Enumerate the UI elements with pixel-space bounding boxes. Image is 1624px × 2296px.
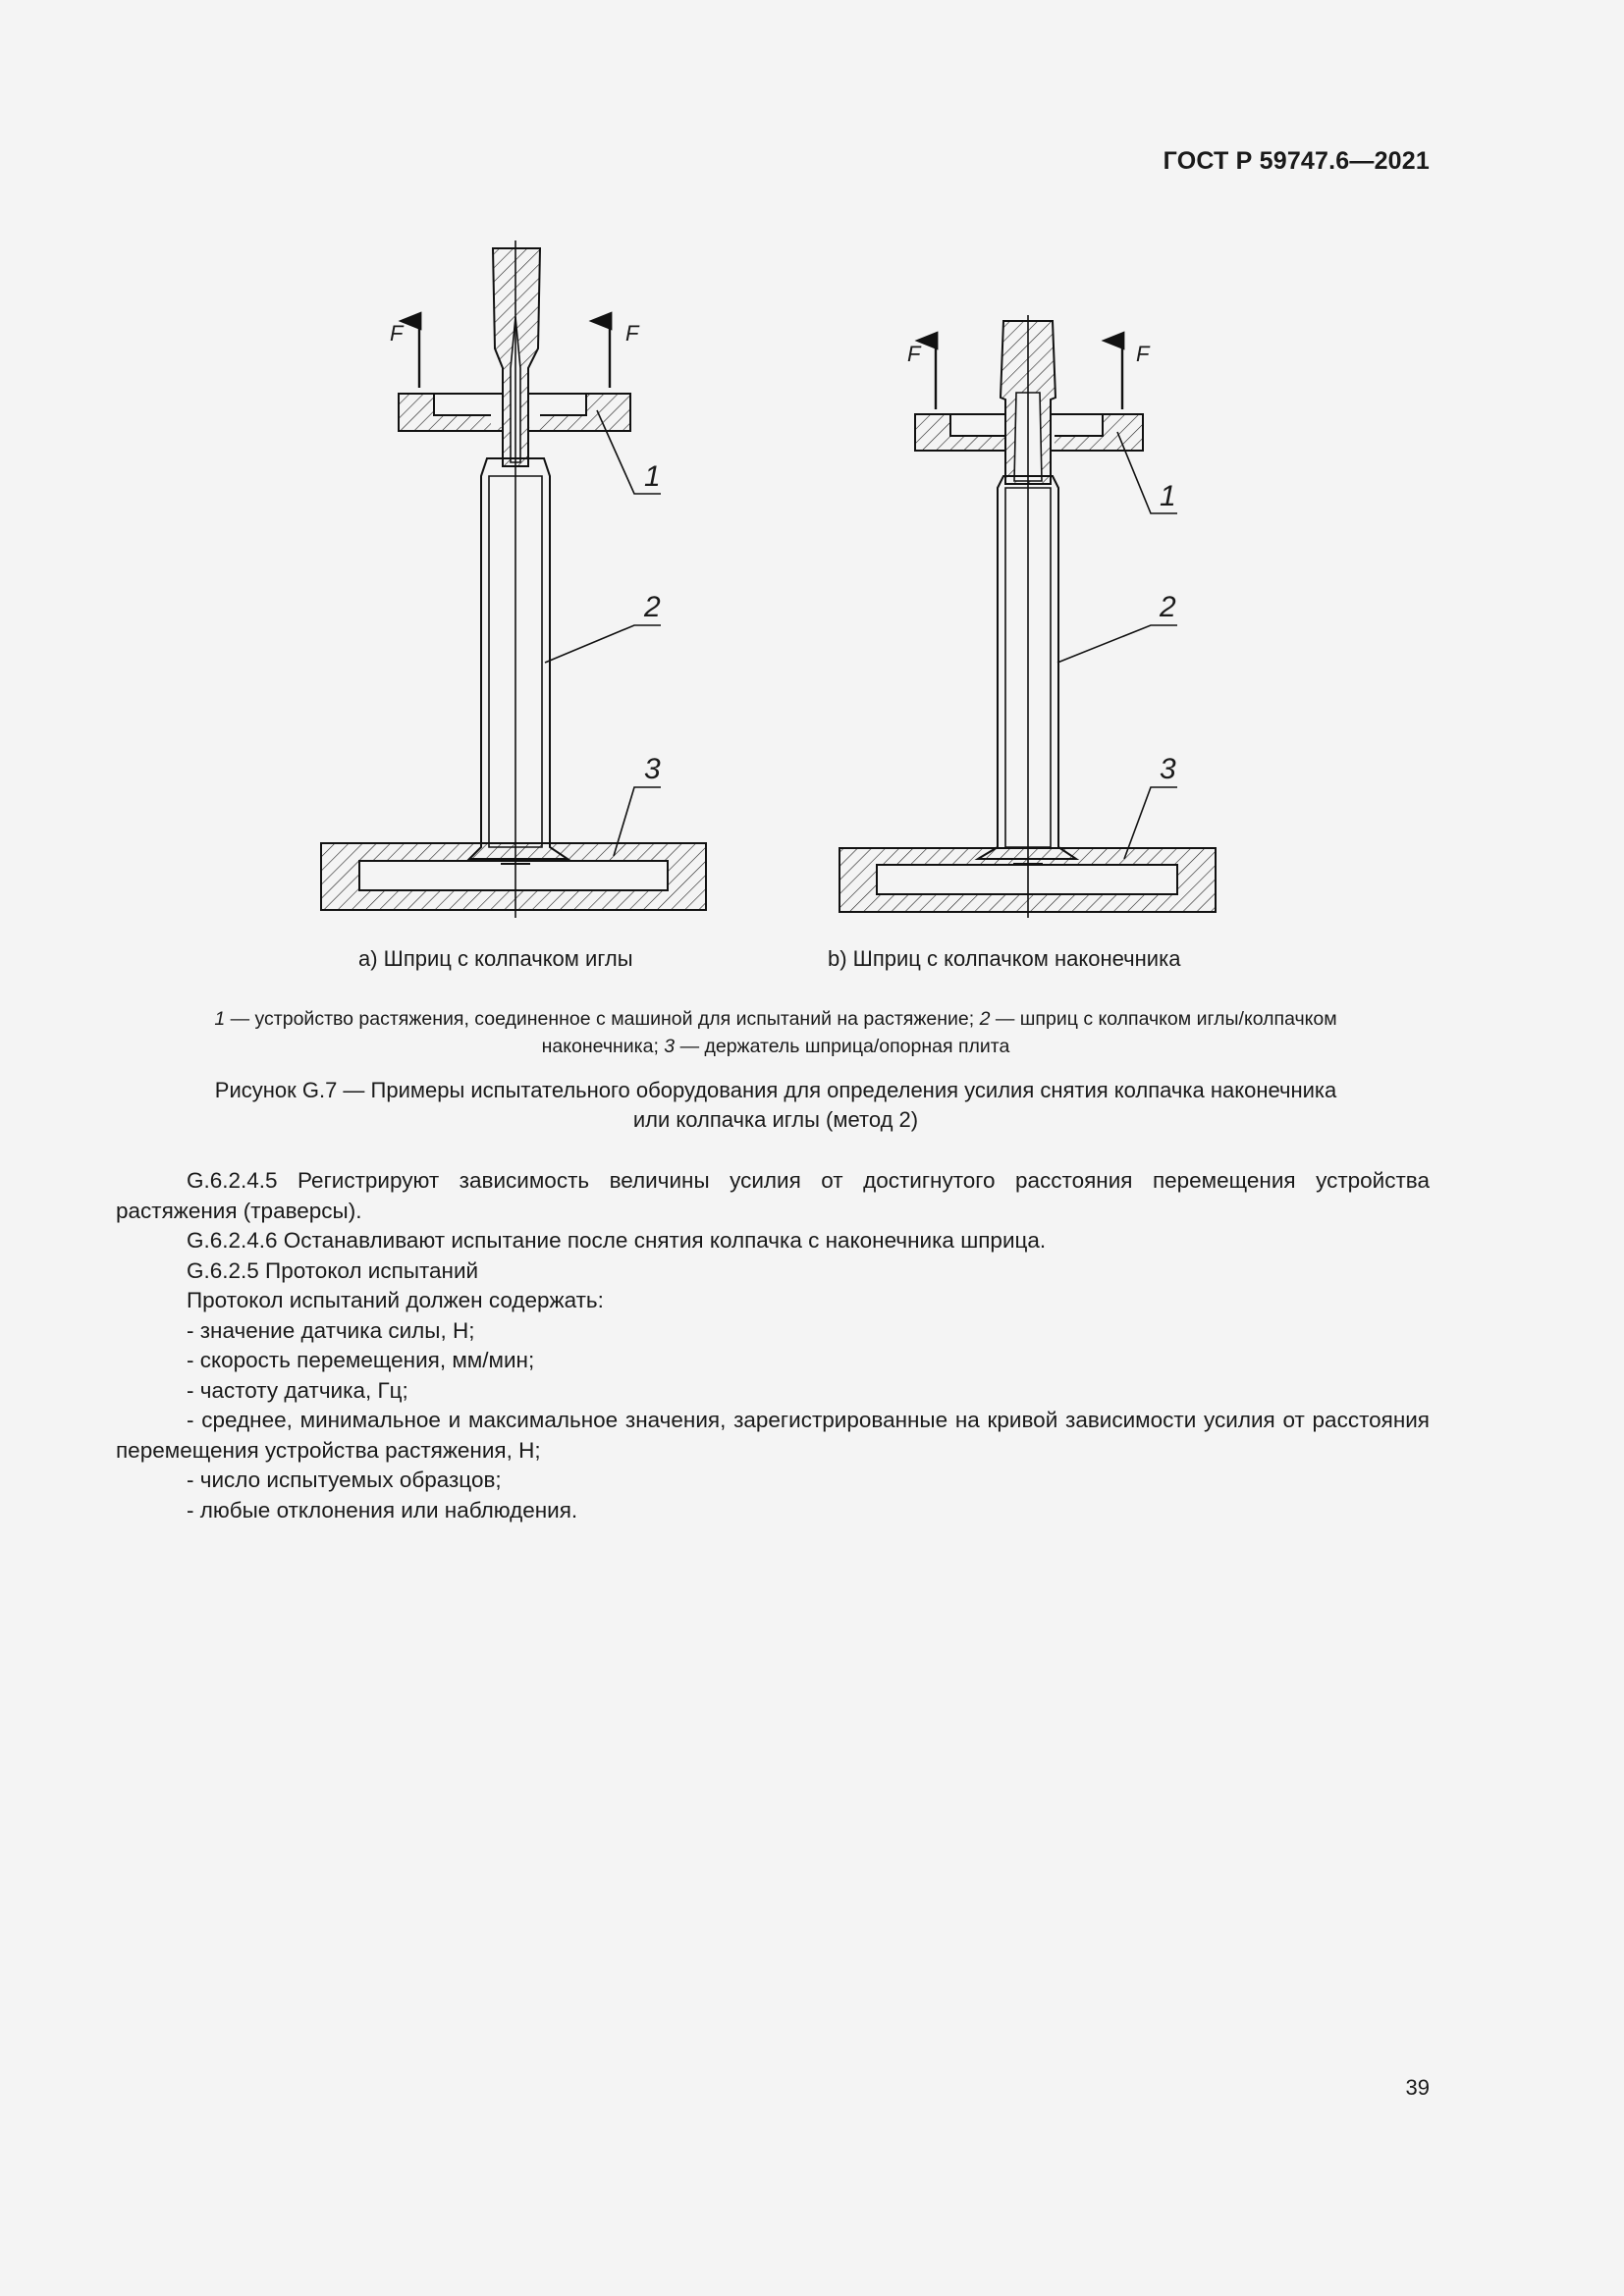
legend-text-3: — держатель шприца/опорная плита bbox=[675, 1036, 1010, 1057]
needle-cap-a bbox=[493, 248, 540, 466]
paragraph: Протокол испытаний должен содержать: bbox=[187, 1288, 604, 1312]
legend-text-1: — устройство растяжения, соединенное с машиной для испытаний на растяжение; bbox=[225, 1008, 980, 1030]
force-label: F bbox=[625, 321, 639, 346]
figure-test-equipment bbox=[295, 231, 1257, 937]
subcaption-a: a) Шприц с колпачком иглы bbox=[358, 946, 633, 971]
list-item: - число испытуемых образцов; bbox=[187, 1468, 502, 1492]
paragraph: G.6.2.4.6 Останавливают испытание после снятия колпачка с наконечника шприца. bbox=[187, 1228, 1047, 1253]
callout-2: 2 bbox=[644, 591, 661, 623]
list-item: - частоту датчика, Гц; bbox=[187, 1377, 408, 1403]
figure-legend bbox=[196, 1005, 1355, 1060]
list-item: - любые отклонения или наблюдения. bbox=[187, 1497, 578, 1522]
callout-3: 3 bbox=[1160, 753, 1176, 785]
drawing-b bbox=[839, 315, 1216, 918]
list-item: - скорость перемещения, мм/мин; bbox=[187, 1348, 535, 1372]
legend-num-3: 3 bbox=[664, 1036, 676, 1057]
page-number: 39 bbox=[1405, 2075, 1430, 2100]
syringe-barrel-b bbox=[978, 476, 1076, 864]
section-heading: G.6.2.5 Протокол испытаний bbox=[187, 1257, 479, 1283]
callout-3: 3 bbox=[644, 753, 661, 785]
force-label: F bbox=[1136, 342, 1150, 366]
legend-num-1: 1 bbox=[214, 1008, 226, 1030]
legend-num-2: 2 bbox=[979, 1008, 991, 1030]
callout-1: 1 bbox=[1160, 480, 1176, 512]
subcaption-b: b) Шприц с колпачком наконечника bbox=[828, 946, 1181, 971]
legend-text-2: — шприц с колпачком иглы/колпачком наконечника; bbox=[541, 1008, 1337, 1057]
callout-2: 2 bbox=[1160, 591, 1176, 623]
standard-header: ГОСТ Р 59747.6—2021 bbox=[1163, 147, 1430, 175]
list-item: - среднее, минимальное и максимальное значения, зарегистрированные на кривой зависимости усилия от расстояния перемещения устройства растяжения, Н; bbox=[116, 1408, 1430, 1463]
figure-caption: Рисунок G.7 — Примеры испытательного оборудования для определения усилия снятия колпачка наконечника или колпачка иглы (метод 2) bbox=[214, 1078, 1337, 1132]
body-text bbox=[116, 1166, 1430, 1525]
callout-1: 1 bbox=[644, 460, 661, 493]
base-plate-a bbox=[321, 843, 706, 910]
force-label: F bbox=[907, 342, 921, 366]
drawing-a bbox=[321, 240, 706, 918]
list-item: - значение датчика силы, Н; bbox=[187, 1317, 475, 1343]
paragraph: G.6.2.4.5 Регистрируют зависимость величины усилия от достигнутого расстояния перемещения устройства растяжения (траверсы). bbox=[116, 1168, 1430, 1223]
syringe-barrel-a bbox=[469, 458, 568, 864]
force-label: F bbox=[390, 321, 404, 346]
